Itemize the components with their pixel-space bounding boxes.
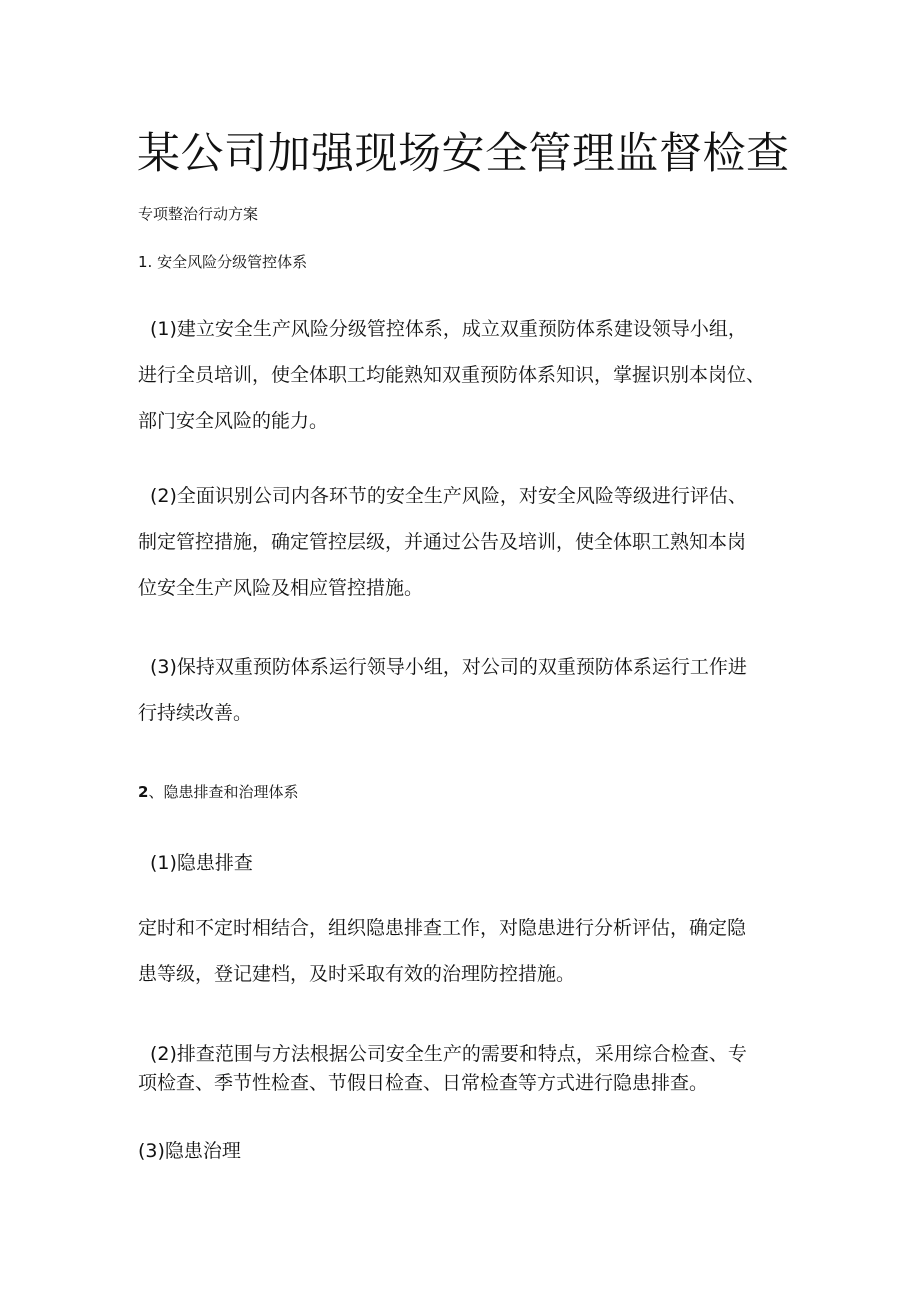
paragraph-line: (1)建立安全生产风险分级管控体系，成立双重预防体系建设领导小组，	[150, 318, 747, 340]
section1-item-3	[138, 644, 813, 736]
section1-heading: 1. 安全风险分级管控体系	[138, 253, 308, 271]
paragraph-line: 项检查、季节性检查、节假日检查、日常检查等方式进行隐患排查。	[138, 1072, 709, 1094]
paragraph-line: 部门安全风险的能力。	[138, 410, 329, 432]
paragraph-line: 患等级，登记建档，及时采取有效的治理防控措施。	[138, 963, 576, 985]
section2-heading-number: 2	[138, 783, 149, 801]
section2-heading-text: 、隐患排查和治理体系	[148, 783, 299, 801]
paragraph-line: (2)全面识别公司内各环节的安全生产风险，对安全风险等级进行评估、	[150, 485, 747, 507]
document-title: 某公司加强现场安全管理监督检查	[137, 129, 790, 179]
paragraph-line: 行持续改善。	[138, 702, 253, 724]
section2-sub1-body	[138, 905, 813, 997]
document-subtitle: 专项整治行动方案	[138, 205, 259, 223]
paragraph-line: 位安全生产风险及相应管控措施。	[138, 577, 424, 599]
section2-sub3-title	[138, 1128, 813, 1174]
paragraph-line: 定时和不定时相结合，组织隐患排查工作，对隐患进行分析评估，确定隐	[138, 917, 747, 939]
section1-item-2	[138, 473, 813, 611]
section1-item-1	[138, 306, 813, 444]
paragraph-line: 进行全员培训，使全体职工均能熟知双重预防体系知识，掌握识别本岗位、	[138, 364, 766, 386]
paragraph-line: (3)保持双重预防体系运行领导小组，对公司的双重预防体系运行工作进	[150, 656, 747, 678]
section2-sub1-title	[138, 840, 813, 886]
paragraph-line: (1)隐患排查	[150, 852, 253, 874]
section2-heading	[138, 781, 298, 803]
paragraph-line: 制定管控措施，确定管控层级，并通过公告及培训，使全体职工熟知本岗	[138, 531, 747, 553]
paragraph-line: (2)排查范围与方法根据公司安全生产的需要和特点，采用综合检查、专	[150, 1043, 747, 1065]
paragraph-line: (3)隐患治理	[138, 1140, 241, 1162]
section2-sub2	[138, 1040, 813, 1098]
